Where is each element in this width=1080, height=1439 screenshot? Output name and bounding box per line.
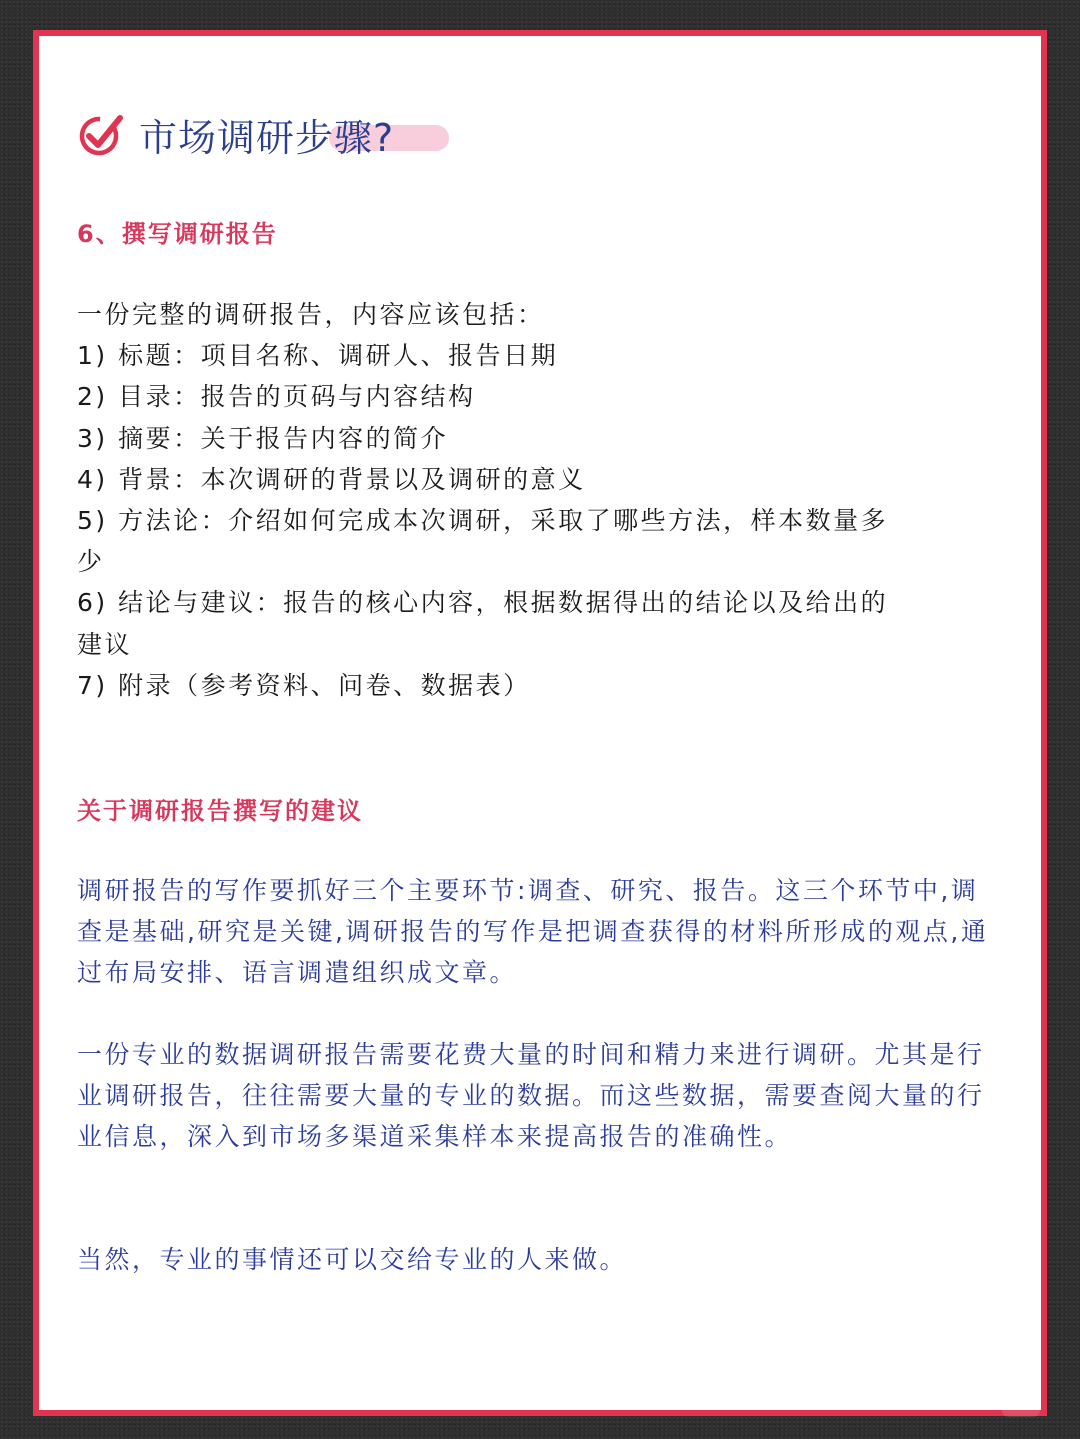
list-item: 6) 结论与建议：报告的核心内容，根据数据得出的结论以及给出的 bbox=[77, 588, 889, 618]
list-item: 3) 摘要：关于报告内容的简介 bbox=[77, 423, 449, 453]
list-item: 1) 标题：项目名称、调研人、报告日期 bbox=[77, 341, 559, 371]
list-item: 5) 方法论：介绍如何完成本次调研，采取了哪些方法，样本数量多 bbox=[77, 506, 889, 536]
list-item: 7) 附录（参考资料、问卷、数据表） bbox=[77, 670, 531, 700]
watermark bbox=[1002, 1403, 1040, 1417]
list-item: 4) 背景：本次调研的背景以及调研的意义 bbox=[77, 464, 586, 494]
page-title-wrap bbox=[139, 107, 394, 162]
list-item-continuation: 建议 bbox=[77, 629, 133, 659]
page-title: 市场调研步骤? bbox=[139, 115, 395, 160]
report-contents-list bbox=[77, 294, 997, 706]
title-row bbox=[77, 94, 394, 174]
advice-paragraph: 当然，专业的事情还可以交给专业的人来做。 bbox=[77, 1245, 628, 1274]
advice-paragraph: 一份专业的数据调研报告需要花费大量的时间和精力来进行调研。尤其是行业调研报告，往往需要大量的专业的数据。而这些数据，需要查阅大量的行业信息，深入到市场多渠道采集样本来提高报告的准确性。 bbox=[77, 1040, 985, 1152]
section-heading-write-report: 6、撰写调研报告 bbox=[77, 220, 278, 248]
list-intro: 一份完整的调研报告，内容应该包括： bbox=[77, 300, 545, 329]
advice-paragraph: 调研报告的写作要抓好三个主要环节:调查、研究、报告。这三个环节中,调查是基础,研究是关键,调研报告的写作是把调查获得的材料所形成的观点,通过布局安排、语言调遣组织成文章。 bbox=[77, 876, 989, 988]
section-heading-advice: 关于调研报告撰写的建议 bbox=[77, 797, 363, 825]
check-circle-icon bbox=[77, 110, 125, 158]
list-item-continuation: 少 bbox=[77, 547, 105, 577]
list-item: 2) 目录：报告的页码与内容结构 bbox=[77, 382, 476, 412]
content-card bbox=[33, 30, 1047, 1416]
